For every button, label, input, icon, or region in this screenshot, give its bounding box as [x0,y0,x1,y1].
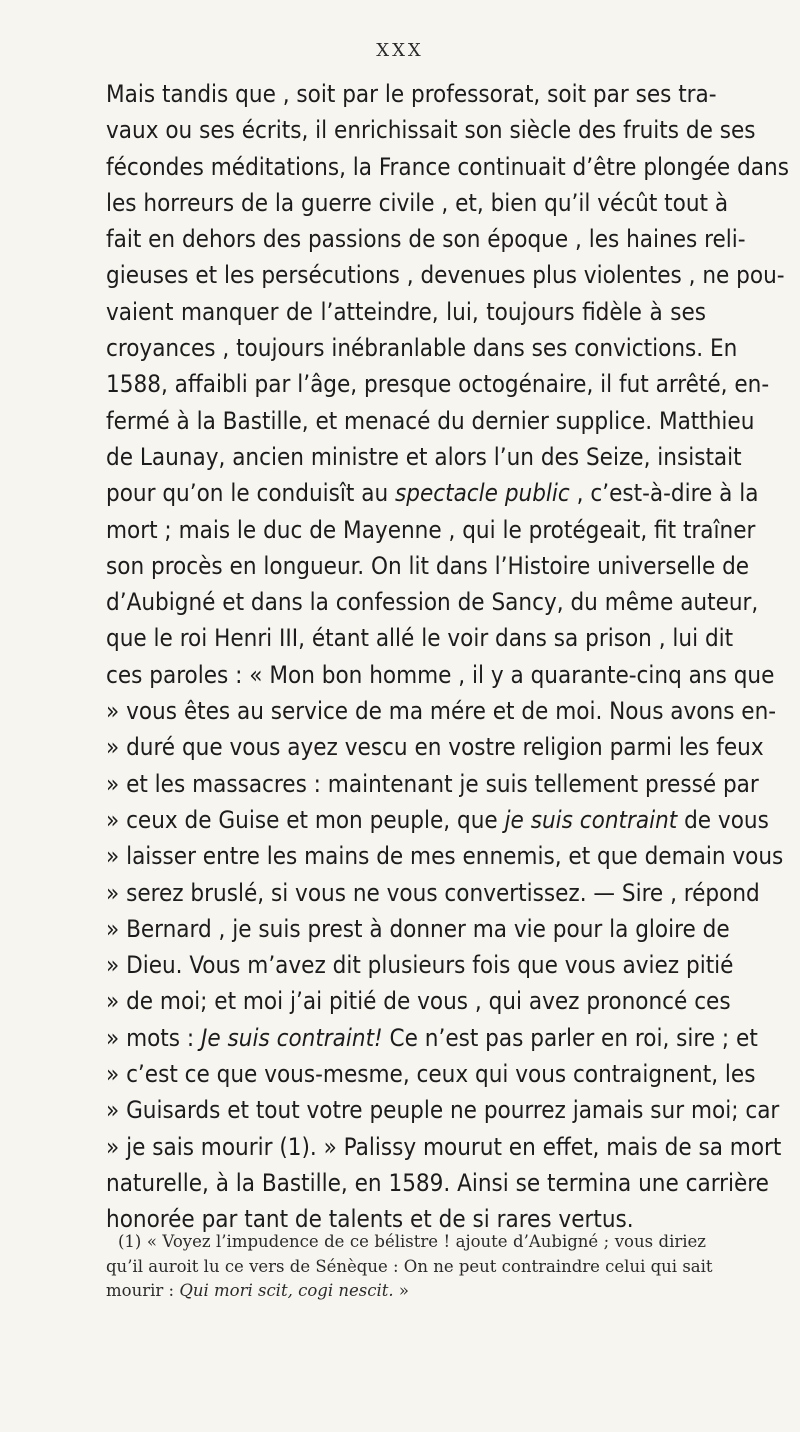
text-line: ces paroles : « Mon bon homme , il y a quarante-cinq ans que [106,660,775,689]
text-line: » Dieu. Vous m’avez dit plusieurs fois que vous aviez pitié [106,951,734,980]
text-line: » je sais mourir (1). » Palissy mourut en effet, mais de sa mort [106,1132,782,1161]
text-run: Ce n’est pas parler en roi, sire ; et [382,1023,758,1052]
text-run: , c’est-à-dire à la [569,479,759,508]
italic-run: Je suis contraint! [201,1023,383,1052]
text-line: naturelle, à la Bastille, en 1589. Ainsi se termina une carrière [106,1168,769,1197]
footnote-line: qu’il auroit lu ce vers de Sénèque : On ne peut contraindre celui qui sait [106,1256,713,1276]
text-line: vaux ou ses écrits, il enrichissait son siècle des fruits de ses [106,116,756,145]
text-line: » serez bruslé, si vous ne vous convertissez. — Sire , répond [106,878,760,907]
text-line: » c’est ce que vous-mesme, ceux qui vous contraignent, les [106,1060,756,1089]
text-line: Mais tandis que , soit par le professorat, soit par ses tra- [106,80,717,108]
text-line: mort ; mais le duc de Mayenne , qui le protégeait, fit traîner [106,515,756,544]
text-line: » de moi; et moi j’ai pitié de vous , qui avez prononcé ces [106,987,731,1016]
text-line [106,1020,758,1056]
text-line: » Bernard , je suis prest à donner ma vie pour la gloire de [106,914,730,943]
text-line: 1588, affaibli par l’âge, presque octogénaire, il fut arrêté, en- [106,370,770,399]
text-line: fécondes méditations, la France continuait d’être plongée dans [106,152,789,181]
text-line [106,475,759,511]
italic-run: je suis contraint [504,805,678,834]
footnote [106,1230,713,1304]
text-line: d’Aubigné et dans la confession de Sancy, du même auteur, [106,588,759,617]
text-line [106,802,769,838]
text-line: » vous êtes au service de ma mére et de moi. Nous avons en- [106,697,777,726]
text-line: fait en dehors des passions de son époque , les haines reli- [106,225,746,254]
text-line: fermé à la Bastille, et menacé du dernier supplice. Matthieu [106,406,755,435]
text-run: » mots : [106,1023,202,1052]
text-line: vaient manquer de l’atteindre, lui, toujours fidèle à ses [106,297,706,326]
text-line: honorée par tant de talents et de si rares vertus. [106,1205,634,1234]
text-line: croyances , toujours inébranlable dans ses convictions. En [106,334,738,363]
footnote-line: (1) « Voyez l’impudence de ce bélistre ! ajoute d’Aubigné ; vous diriez [118,1232,706,1251]
text-line: son procès en longueur. On lit dans l’Histoire universelle de [106,551,750,580]
text-line: de Launay, ancien ministre et alors l’un des Seize, insistait [106,442,742,471]
italic-run: spectacle public [394,479,570,508]
text-line: » laisser entre les mains de mes ennemis, et que demain vous [106,842,784,871]
text-run: mourir : [106,1281,180,1300]
italic-run: Qui mori scit, cogi nescit. [179,1281,394,1300]
text-line: gieuses et les persécutions , devenues plus violentes , ne pou- [106,261,785,290]
text-line: » duré que vous ayez vescu en vostre religion parmi les feux [106,733,764,762]
text-run: de vous [677,805,769,834]
page-number: XXX [376,40,424,61]
text-line: » et les massacres : maintenant je suis tellement pressé par [106,769,759,798]
text-line: les horreurs de la guerre civile , et, bien qu’il vécût tout à [106,188,729,217]
text-line: que le roi Henri III, étant allé le voir dans sa prison , lui dit [106,624,734,653]
footnote-line [106,1279,706,1304]
text-run: pour qu’on le conduisît au [106,479,395,508]
main-text [106,76,789,1238]
text-line: » Guisards et tout votre peuple ne pourrez jamais sur moi; car [106,1096,780,1125]
text-run: » ceux de Guise et mon peuple, que [106,805,505,834]
text-run: » [393,1281,409,1300]
